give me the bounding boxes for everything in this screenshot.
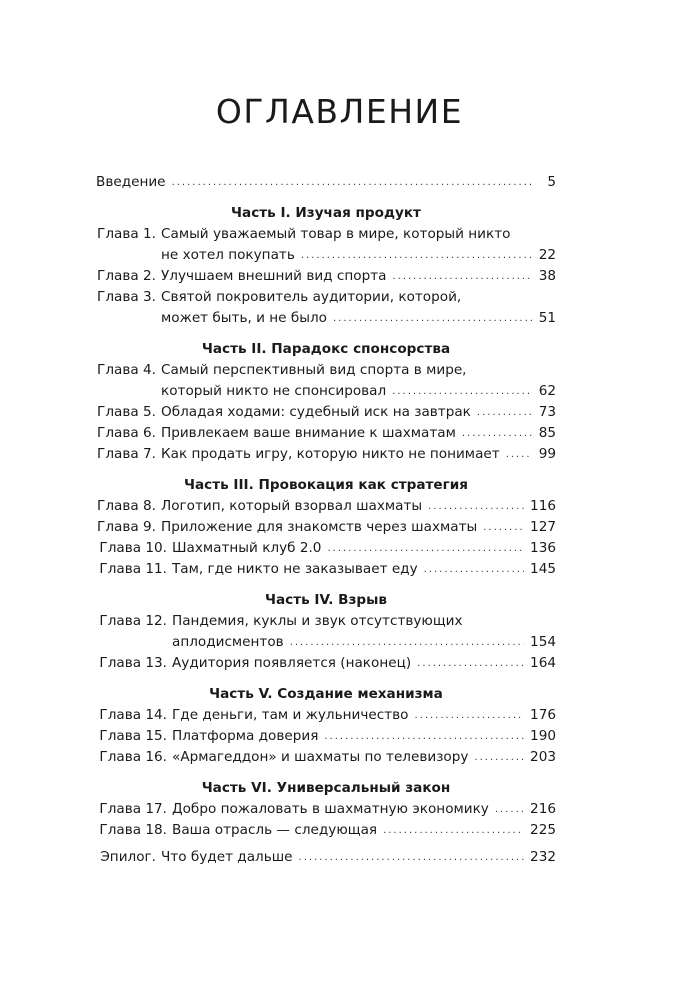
dot-leader [301,245,532,266]
entry-label: Глава 2. [97,268,156,284]
dot-leader [414,705,524,726]
toc-part-section [96,339,556,465]
toc-entry [96,747,556,768]
entry-title: Где деньги, там и жульничество [172,707,409,723]
toc-entry [96,444,556,465]
entry-title: Логотип, который взорвал шахматы [161,498,423,514]
entry-label: Глава 18. [99,822,167,838]
dot-leader [483,517,524,538]
entry-label: Глава 5. [97,404,156,420]
entry-title: Самый уважаемый товар в мире, который никто [161,226,511,242]
entry-title: Ваша отрасль — следующая [172,822,378,838]
entry-title: который никто не спонсировал [161,383,387,399]
dot-leader [324,726,524,747]
entry-label: Глава 12. [99,613,167,629]
page-number: 22 [538,247,556,263]
entry-title: Приложение для знакомств через шахматы [161,519,478,535]
entry-title: Пандемия, куклы и звук отсутствующих [172,613,463,629]
entry-title: может быть, и не было [161,310,327,326]
toc-entry [96,224,556,245]
toc-entry [96,402,556,423]
toc-part-section [96,590,556,674]
page-number: 38 [538,268,556,284]
entry-title: Введение [96,174,166,190]
page-number: 127 [530,519,556,535]
page-number: 176 [530,707,556,723]
page-title: ОГЛАВЛЕНИЕ [215,92,464,131]
toc-part-section [96,684,556,768]
toc-part-section [96,475,556,580]
entry-title: «Армагеддон» и шахматы по телевизору [172,749,469,765]
entry-label: Глава 11. [99,561,167,577]
entry-label: Глава 15. [99,728,167,744]
part-heading: Часть VI. Универсальный закон [201,780,451,796]
entry-label: Глава 16. [99,749,167,765]
entry-label: Глава 1. [97,226,156,242]
part-heading: Часть I. Изучая продукт [231,205,421,221]
entry-label: Эпилог. [100,849,156,865]
toc-part-section [96,778,556,841]
toc-entry [96,496,556,517]
entry-title: Привлекаем ваше внимание к шахматам [161,425,456,441]
parts-list [96,203,556,841]
entry-title: Как продать игру, которую никто не понимает [161,446,500,462]
dot-leader [474,747,524,768]
toc-entry-epilogue [96,847,556,868]
toc-entry [96,559,556,580]
dot-leader [333,308,532,329]
entry-title: Там, где никто не заказывает еду [172,561,418,577]
page-number: 136 [530,540,556,556]
entry-label: Глава 9. [97,519,156,535]
entry-label: Глава 7. [97,446,156,462]
toc-entry [96,308,556,329]
entry-label: Глава 10. [99,540,167,556]
entry-title: Улучшаем внешний вид спорта [161,268,387,284]
page-number: 216 [530,801,556,817]
toc-entry [96,360,556,381]
toc-entry [96,820,556,841]
part-heading: Часть V. Создание механизма [209,686,443,702]
dot-leader [290,632,524,653]
dot-leader [417,653,524,674]
toc-entry-intro [96,172,556,193]
dot-leader [424,559,524,580]
entry-title: не хотел покупать [161,247,295,263]
dot-leader [477,402,532,423]
entry-label: Глава 13. [99,655,167,671]
page-number: 51 [538,310,556,326]
toc-entry [96,287,556,308]
part-heading: Часть II. Парадокс спонсорства [201,341,451,357]
entry-label: Глава 6. [97,425,156,441]
dot-leader [392,381,532,402]
toc-entry [96,632,556,653]
toc-entry [96,726,556,747]
toc-entry [96,653,556,674]
entry-title: Платформа доверия [172,728,319,744]
dot-leader [172,172,532,193]
dot-leader [462,423,532,444]
page-number: 99 [538,446,556,462]
dot-leader [428,496,524,517]
dot-leader [383,820,524,841]
toc-entry [96,611,556,632]
part-heading: Часть III. Провокация как стратегия [184,477,468,493]
entry-label: Глава 3. [97,289,156,305]
page-number: 154 [530,634,556,650]
page-number: 85 [538,425,556,441]
toc-entry [96,799,556,820]
entry-title: Святой покровитель аудитории, которой, [161,289,462,305]
page-number: 190 [530,728,556,744]
entry-title: Что будет дальше [161,849,293,865]
toc-part-section [96,203,556,329]
entry-title: Обладая ходами: судебный иск на завтрак [161,404,471,420]
dot-leader [392,266,532,287]
dot-leader [506,444,532,465]
entry-label: Глава 4. [97,362,156,378]
page-number: 116 [530,498,556,514]
dot-leader [299,847,525,868]
entry-title: Шахматный клуб 2.0 [172,540,322,556]
page-number: 225 [530,822,556,838]
toc-entry [96,266,556,287]
table-of-contents [96,172,556,868]
page-number: 145 [530,561,556,577]
page-number: 62 [538,383,556,399]
page-number: 73 [538,404,556,420]
toc-entry [96,245,556,266]
entry-title: Аудитория появляется (наконец) [172,655,412,671]
entry-label: Глава 17. [99,801,167,817]
page-number: 5 [547,174,556,190]
toc-entry [96,538,556,559]
page-number: 203 [530,749,556,765]
entry-label: Глава 8. [97,498,156,514]
entry-title: Самый перспективный вид спорта в мире, [161,362,467,378]
entry-label: Глава 14. [99,707,167,723]
part-heading: Часть IV. Взрыв [264,592,388,608]
toc-entry [96,423,556,444]
toc-entry [96,517,556,538]
page-number: 164 [530,655,556,671]
entry-title: Добро пожаловать в шахматную экономику [172,801,489,817]
dot-leader [495,799,524,820]
dot-leader [327,538,524,559]
toc-entry [96,381,556,402]
toc-entry [96,705,556,726]
entry-title: аплодисментов [172,634,284,650]
page-number: 232 [530,849,556,865]
